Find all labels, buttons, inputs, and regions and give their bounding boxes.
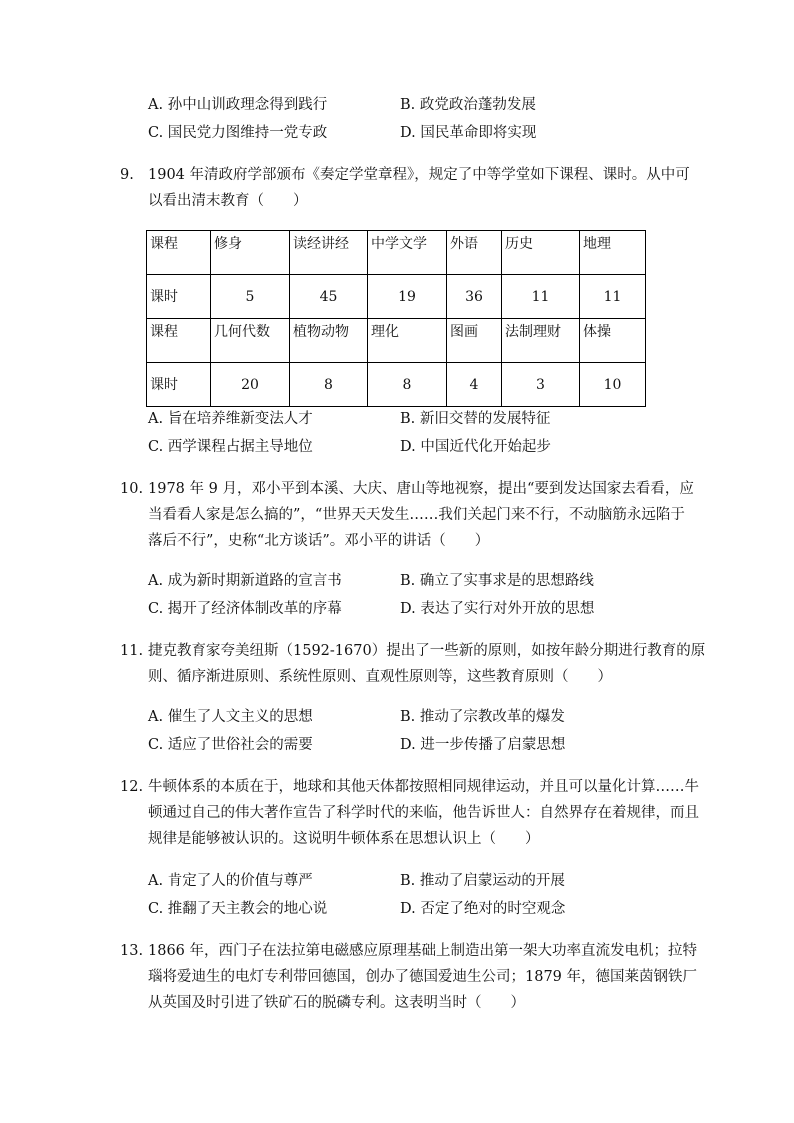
q12-stem-line-2: 顿通过自己的伟大著作宣告了科学时代的来临，他告诉世人：自然界存在着规律，而且 [148, 805, 699, 821]
table-cell: 10 [580, 363, 646, 407]
q11-stem-line-2: 则、循序渐进原则、系统性原则、直观性原则等，这些教育原则（ ） [148, 669, 612, 685]
q9-option-d[interactable]: D. 中国近代化开始起步 [400, 439, 551, 455]
table-cell: 修身 [211, 231, 290, 275]
q8-options-row-2 [148, 122, 708, 144]
q10-option-b[interactable]: B. 确立了实事求是的思想路线 [400, 573, 594, 589]
table-cell: 3 [502, 363, 580, 407]
table-row [147, 363, 646, 407]
q9-stem-line-1: 1904 年清政府学部颁布《奏定学堂章程》，规定了中等学堂如下课程、课时。从中可 [148, 167, 690, 183]
table-cell: 8 [368, 363, 447, 407]
q9-options-row-2 [148, 436, 708, 458]
q8-option-b[interactable]: B. 政党政治蓬勃发展 [400, 97, 536, 113]
table-cell: 几何代数 [211, 319, 290, 363]
table-row [147, 275, 646, 319]
q9-options-row-1 [148, 408, 708, 430]
q8-option-c[interactable]: C. 国民党力图维持一党专政 [148, 125, 328, 141]
q12-option-a[interactable]: A. 肯定了人的价值与尊严 [148, 873, 313, 889]
q13-stem-line-3: 从英国及时引进了铁矿石的脱磷专利。这表明当时（ ） [148, 995, 525, 1011]
q11-options-row-1 [148, 706, 708, 728]
q12-stem-line-1: 牛顿体系的本质在于，地球和其他天体都按照相同规律运动，并且可以量化计算……牛 [148, 779, 699, 795]
q11-option-c[interactable]: C. 适应了世俗社会的需要 [148, 737, 313, 753]
table-cell: 读经讲经 [290, 231, 368, 275]
table-cell: 理化 [368, 319, 447, 363]
table-cell: 课时 [147, 363, 211, 407]
q9-option-b[interactable]: B. 新旧交替的发展特征 [400, 411, 551, 427]
table-cell: 植物动物 [290, 319, 368, 363]
table-cell: 课程 [147, 231, 211, 275]
q11-stem-line-1: 捷克教育家夸美纽斯（1592-1670）提出了一些新的原则，如按年龄分期进行教育的原 [148, 643, 706, 659]
table-cell: 19 [368, 275, 447, 319]
q12-number: 12. [120, 779, 144, 795]
table-cell: 图画 [447, 319, 502, 363]
q9-course-table [146, 230, 646, 407]
q12-options-row-1 [148, 870, 708, 892]
q12-options-row-2 [148, 898, 708, 920]
q9-stem-line-2: 以看出清末教育（ ） [148, 193, 308, 209]
q8-option-d[interactable]: D. 国民革命即将实现 [400, 125, 537, 141]
q12-stem-line-3: 规律是能够被认识的。这说明牛顿体系在思想认识上（ ） [148, 831, 540, 847]
q10-stem-line-2: 当看看人家是怎么搞的”，“世界天天发生……我们关起门来不行，不动脑筋永远陷于 [148, 507, 685, 523]
q8-option-a[interactable]: A. 孙中山训政理念得到践行 [148, 97, 328, 113]
q11-option-d[interactable]: D. 进一步传播了启蒙思想 [400, 737, 566, 753]
q10-option-c[interactable]: C. 揭开了经济体制改革的序幕 [148, 601, 342, 617]
table-cell: 4 [447, 363, 502, 407]
table-cell: 8 [290, 363, 368, 407]
table-cell: 5 [211, 275, 290, 319]
q11-option-b[interactable]: B. 推动了宗教改革的爆发 [400, 709, 565, 725]
q10-option-d[interactable]: D. 表达了实行对外开放的思想 [400, 601, 595, 617]
q12-option-c[interactable]: C. 推翻了天主教会的地心说 [148, 901, 328, 917]
q10-stem-line-1: 1978 年 9 月，邓小平到本溪、大庆、唐山等地视察，提出“要到发达国家去看看，应 [148, 481, 694, 497]
q11-options-row-2 [148, 734, 708, 756]
q10-number: 10. [120, 481, 144, 497]
q10-option-a[interactable]: A. 成为新时期新道路的宣言书 [148, 573, 342, 589]
q8-options-row-1 [148, 94, 708, 116]
q12-option-b[interactable]: B. 推动了启蒙运动的开展 [400, 873, 565, 889]
table-cell: 11 [502, 275, 580, 319]
table-cell: 11 [580, 275, 646, 319]
q11-option-a[interactable]: A. 催生了人文主义的思想 [148, 709, 313, 725]
table-cell: 地理 [580, 231, 646, 275]
table-cell: 36 [447, 275, 502, 319]
table-cell: 法制理财 [502, 319, 580, 363]
q13-stem-line-2: 瑙将爱迪生的电灯专利带回德国，创办了德国爱迪生公司；1879 年，德国莱茵钢铁厂 [148, 969, 698, 985]
table-cell: 中学文学 [368, 231, 447, 275]
q9-option-c[interactable]: C. 西学课程占据主导地位 [148, 439, 313, 455]
table-cell: 20 [211, 363, 290, 407]
table-cell: 课程 [147, 319, 211, 363]
q10-stem-line-3: 落后不行”，史称“北方谈话”。邓小平的讲话（ ） [148, 533, 490, 549]
q12-option-d[interactable]: D. 否定了绝对的时空观念 [400, 901, 566, 917]
table-cell: 45 [290, 275, 368, 319]
table-cell: 历史 [502, 231, 580, 275]
table-row [147, 319, 646, 363]
q13-number: 13. [120, 943, 144, 959]
table-cell: 体操 [580, 319, 646, 363]
q13-stem-line-1: 1866 年，西门子在法拉第电磁感应原理基础上制造出第一架大功率直流发电机；拉特 [148, 943, 698, 959]
q9-number: 9. [120, 167, 134, 183]
table-row [147, 231, 646, 275]
q9-option-a[interactable]: A. 旨在培养维新变法人才 [148, 411, 313, 427]
table-cell: 课时 [147, 275, 211, 319]
q10-options-row-1 [148, 570, 708, 592]
table-cell: 外语 [447, 231, 502, 275]
q11-number: 11. [120, 643, 144, 659]
q10-options-row-2 [148, 598, 708, 620]
